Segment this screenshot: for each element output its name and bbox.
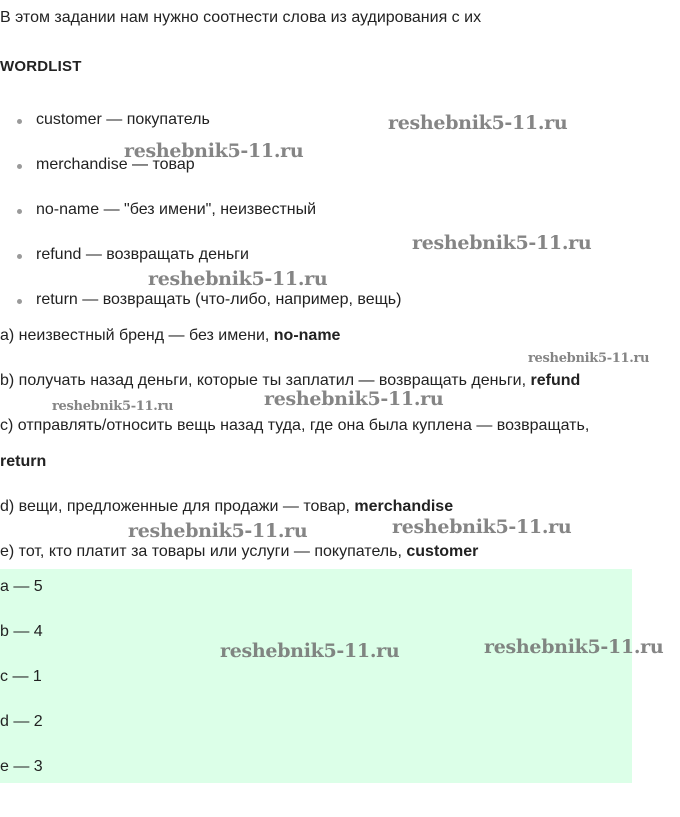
watermark: reshebnik5-11.ru bbox=[128, 520, 308, 542]
bullet-icon bbox=[17, 119, 22, 124]
list-item bbox=[36, 201, 316, 219]
definition-text: e) тот, кто платит за товары или услуги — покупатель, bbox=[0, 543, 407, 560]
watermark: reshebnik5-11.ru bbox=[528, 351, 650, 366]
watermark: reshebnik5-11.ru bbox=[392, 516, 572, 538]
bullet-icon bbox=[17, 164, 22, 169]
watermark: reshebnik5-11.ru bbox=[388, 112, 568, 134]
watermark: reshebnik5-11.ru bbox=[264, 388, 444, 410]
watermark: reshebnik5-11.ru bbox=[124, 140, 304, 162]
definition-word: refund bbox=[530, 372, 581, 389]
intro-text: В этом задании нам нужно соотнести слова из аудирования с их bbox=[0, 9, 482, 26]
answer-box bbox=[0, 569, 632, 783]
definition-e bbox=[0, 543, 478, 561]
answer-item: c — 1 bbox=[0, 668, 42, 685]
list-item bbox=[36, 111, 210, 129]
definition-a bbox=[0, 327, 340, 345]
watermark: reshebnik5-11.ru bbox=[148, 268, 328, 290]
list-item bbox=[36, 246, 249, 264]
answer-item: d — 2 bbox=[0, 713, 43, 730]
bullet-icon bbox=[17, 299, 22, 304]
definition-text: a) неизвестный бренд — без имени, bbox=[0, 327, 274, 344]
watermark: reshebnik5-11.ru bbox=[52, 399, 174, 414]
answer-item: e — 3 bbox=[0, 758, 43, 775]
definition-word: customer bbox=[406, 543, 479, 560]
list-item bbox=[36, 291, 401, 309]
answer-item: a — 5 bbox=[0, 578, 43, 595]
answer-item: b — 4 bbox=[0, 623, 43, 640]
definition-text: c) отправлять/относить вещь назад туда, где она была куплена — возвращать, bbox=[0, 417, 590, 434]
definition-d bbox=[0, 498, 453, 516]
list-item-text: customer — покупатель bbox=[36, 111, 210, 128]
list-item-text: no-name — "без имени", неизвестный bbox=[36, 201, 317, 218]
definition-text: b) получать назад деньги, которые ты заплатил — возвращать деньги, bbox=[0, 372, 531, 389]
watermark: reshebnik5-11.ru bbox=[220, 640, 400, 662]
definition-c-word bbox=[0, 453, 46, 471]
watermark: reshebnik5-11.ru bbox=[412, 232, 592, 254]
definition-word: merchandise bbox=[354, 498, 454, 515]
definition-word: return bbox=[0, 453, 47, 470]
definition-word: no-name bbox=[273, 327, 341, 344]
wordlist-heading: WORDLIST bbox=[0, 58, 82, 75]
list-item-text: merchandise — товар bbox=[36, 156, 195, 173]
definition-text: d) вещи, предложенные для продажи — товар, bbox=[0, 498, 355, 515]
bullet-icon bbox=[17, 254, 22, 259]
watermark: reshebnik5-11.ru bbox=[484, 636, 664, 658]
list-item-text: refund — возвращать деньги bbox=[36, 246, 249, 263]
bullet-icon bbox=[17, 209, 22, 214]
definition-c bbox=[0, 417, 589, 435]
list-item-text: return — возвращать (что-либо, например, вещь) bbox=[36, 291, 402, 308]
